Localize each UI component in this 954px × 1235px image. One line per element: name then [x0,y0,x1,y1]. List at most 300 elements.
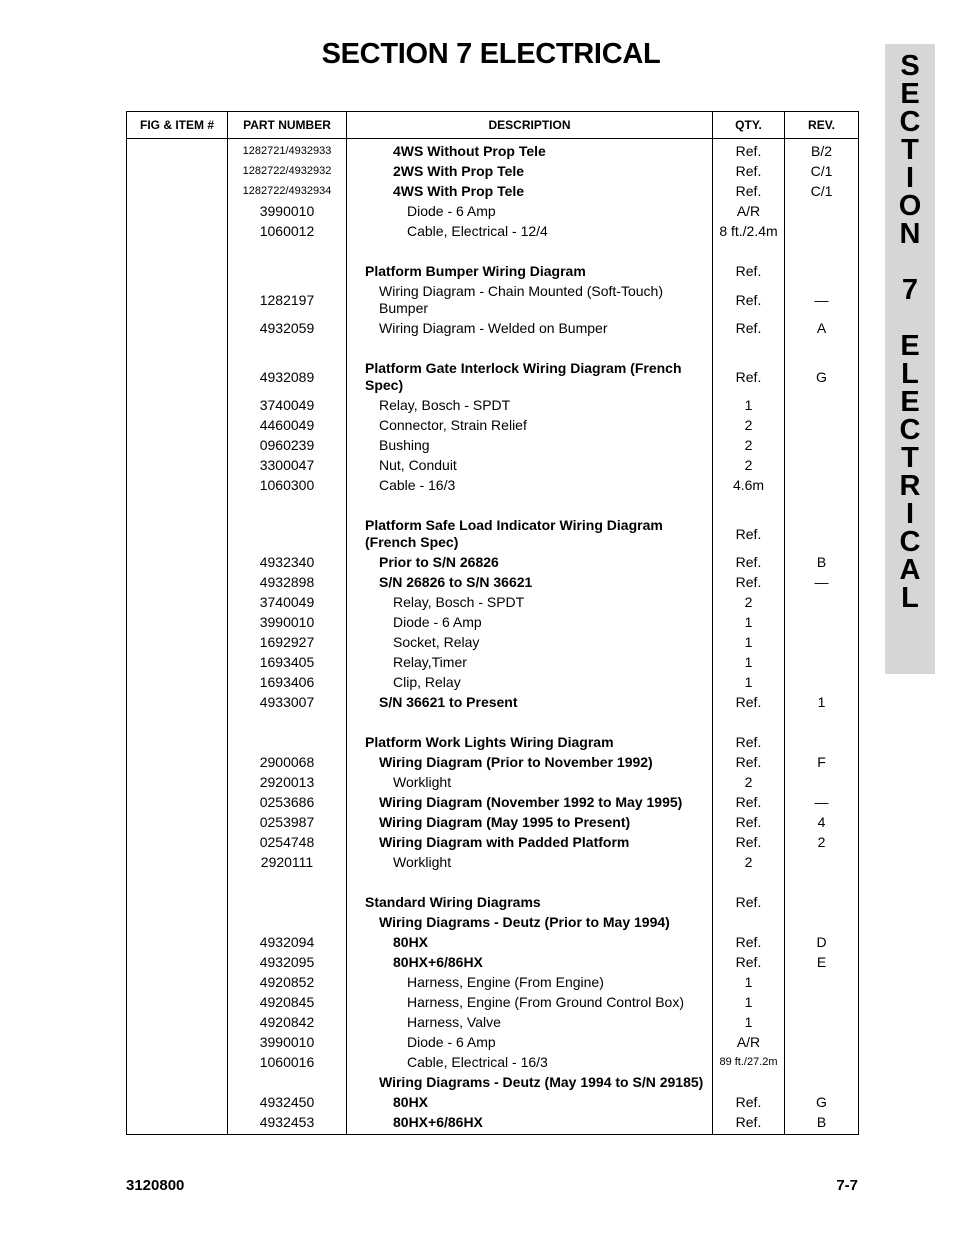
description-cell: 80HX+6/86HX [347,953,713,973]
tab-letter: R [899,470,921,502]
qty-cell: 8 ft./2.4m [713,222,785,242]
rev-cell: 2 [785,833,859,853]
table-row [127,1093,859,1113]
part-number-cell [228,262,347,282]
description-cell: Cable, Electrical - 16/3 [347,1053,713,1073]
spacer-cell [228,713,347,733]
table-row [127,359,859,396]
part-number-cell: 0253987 [228,813,347,833]
rev-cell: G [785,359,859,396]
qty-cell: Ref. [713,139,785,162]
spacer-cell [228,873,347,893]
rev-cell [785,853,859,873]
qty-cell: 2 [713,456,785,476]
part-number-cell: 1282197 [228,282,347,319]
rev-cell: — [785,793,859,813]
fig-item-cell [127,653,228,673]
column-header-part-number: PART NUMBER [228,112,347,139]
rev-cell [785,416,859,436]
fig-item-cell [127,933,228,953]
spacer-cell [228,339,347,359]
spacer-cell [127,496,228,516]
parts-table [126,111,859,1135]
part-number-cell: 4920845 [228,993,347,1013]
fig-item-cell [127,396,228,416]
description-cell: Prior to S/N 26826 [347,553,713,573]
part-number-cell: 1282722/4932934 [228,182,347,202]
fig-item-cell [127,282,228,319]
description-cell: Bushing [347,436,713,456]
part-number-cell: 4932089 [228,359,347,396]
spacer-cell [228,242,347,262]
qty-cell: 1 [713,396,785,416]
description-cell: 2WS With Prop Tele [347,162,713,182]
part-number-cell: 1693405 [228,653,347,673]
tab-letter: L [901,358,919,390]
table-row [127,693,859,713]
rev-cell [785,653,859,673]
description-cell: Harness, Engine (From Engine) [347,973,713,993]
tab-letter: O [898,190,922,222]
table-row [127,396,859,416]
fig-item-cell [127,773,228,793]
description-cell: 4WS With Prop Tele [347,182,713,202]
part-number-cell: 4933007 [228,693,347,713]
fig-item-cell [127,853,228,873]
table-row [127,773,859,793]
description-cell: Diode - 6 Amp [347,613,713,633]
part-number-cell: 4460049 [228,416,347,436]
spacer-row [127,339,859,359]
qty-cell: Ref. [713,1113,785,1135]
qty-cell: Ref. [713,262,785,282]
table-row [127,516,859,553]
description-cell: Platform Work Lights Wiring Diagram [347,733,713,753]
table-row [127,613,859,633]
table-row [127,262,859,282]
rev-cell: B [785,1113,859,1135]
fig-item-cell [127,162,228,182]
qty-cell: 2 [713,416,785,436]
part-number-cell [228,516,347,553]
rev-cell [785,202,859,222]
tab-letter: C [899,414,921,446]
rev-cell: D [785,933,859,953]
qty-cell: 2 [713,593,785,613]
qty-cell: Ref. [713,813,785,833]
qty-cell: 1 [713,633,785,653]
table-row [127,436,859,456]
fig-item-cell [127,222,228,242]
fig-item-cell [127,202,228,222]
part-number-cell: 1282721/4932933 [228,139,347,162]
rev-cell [785,593,859,613]
table-row [127,282,859,319]
description-cell: Clip, Relay [347,673,713,693]
qty-cell: 1 [713,673,785,693]
description-cell: Harness, Valve [347,1013,713,1033]
page-title: SECTION 7 ELECTRICAL [321,38,661,70]
fig-item-cell [127,573,228,593]
fig-item-cell [127,416,228,436]
rev-cell [785,516,859,553]
tab-letter: T [901,134,919,166]
spacer-cell [347,339,713,359]
fig-item-cell [127,893,228,913]
part-number-cell: 3740049 [228,593,347,613]
spacer-row [127,242,859,262]
part-number-cell: 3990010 [228,613,347,633]
tab-letter: E [900,386,920,418]
part-number-cell [228,893,347,913]
qty-cell: Ref. [713,573,785,593]
section-tab [885,44,935,674]
table-row [127,1073,859,1093]
part-number-cell: 3990010 [228,202,347,222]
rev-cell [785,613,859,633]
rev-cell [785,1013,859,1033]
qty-cell: 1 [713,973,785,993]
spacer-cell [347,713,713,733]
fig-item-cell [127,1053,228,1073]
table-row [127,416,859,436]
part-number-cell [228,733,347,753]
part-number-cell: 4932453 [228,1113,347,1135]
table-row [127,993,859,1013]
spacer-cell [127,339,228,359]
qty-cell: Ref. [713,893,785,913]
description-cell: Wiring Diagram - Welded on Bumper [347,319,713,339]
qty-cell: 2 [713,436,785,456]
tab-letter: N [899,218,921,250]
table-row [127,813,859,833]
part-number-cell: 4932095 [228,953,347,973]
part-number-cell: 4932450 [228,1093,347,1113]
fig-item-cell [127,633,228,653]
table-row [127,793,859,813]
tab-letter: E [900,78,920,110]
fig-item-cell [127,1113,228,1135]
part-number-cell: 3990010 [228,1033,347,1053]
rev-cell: 1 [785,693,859,713]
rev-cell: — [785,282,859,319]
description-cell: Socket, Relay [347,633,713,653]
rev-cell [785,773,859,793]
spacer-cell [127,713,228,733]
fig-item-cell [127,553,228,573]
description-cell: Relay, Bosch - SPDT [347,593,713,613]
qty-cell: Ref. [713,833,785,853]
description-cell: Wiring Diagram (Prior to November 1992) [347,753,713,773]
table-row [127,553,859,573]
tab-letter: T [901,442,919,474]
rev-cell: G [785,1093,859,1113]
spacer-cell [713,873,785,893]
spacer-cell [347,496,713,516]
qty-cell: A/R [713,202,785,222]
part-number-cell: 2900068 [228,753,347,773]
rev-cell: C/1 [785,182,859,202]
fig-item-cell [127,476,228,496]
column-header-qty: QTY. [713,112,785,139]
qty-cell [713,1073,785,1093]
table-row [127,162,859,182]
table-row [127,853,859,873]
rev-cell [785,396,859,416]
qty-cell: Ref. [713,282,785,319]
part-number-cell: 4932898 [228,573,347,593]
table-row [127,202,859,222]
spacer-cell [713,713,785,733]
description-cell: 80HX [347,933,713,953]
description-cell: Wiring Diagram (November 1992 to May 1995) [347,793,713,813]
description-cell: Wiring Diagram with Padded Platform [347,833,713,853]
rev-cell [785,456,859,476]
fig-item-cell [127,913,228,933]
spacer-cell [785,242,859,262]
fig-item-cell [127,613,228,633]
fig-item-cell [127,993,228,1013]
rev-cell [785,973,859,993]
rev-cell [785,673,859,693]
description-cell: Cable, Electrical - 12/4 [347,222,713,242]
spacer-cell [785,873,859,893]
rev-cell: A [785,319,859,339]
table-row [127,833,859,853]
description-cell: Cable - 16/3 [347,476,713,496]
qty-cell: Ref. [713,753,785,773]
spacer-cell [713,339,785,359]
tab-letter: A [899,554,921,586]
qty-cell: Ref. [713,319,785,339]
part-number-cell: 1692927 [228,633,347,653]
qty-cell: 2 [713,773,785,793]
spacer-cell [713,496,785,516]
tab-letter: C [899,526,921,558]
fig-item-cell [127,693,228,713]
spacer-row [127,713,859,733]
description-cell: Nut, Conduit [347,456,713,476]
tab-letter: L [901,582,919,614]
table-row [127,1033,859,1053]
page-number: 7-7 [836,1177,858,1194]
spacer-cell [713,242,785,262]
rev-cell: B [785,553,859,573]
tab-letter: E [900,330,920,362]
qty-cell: Ref. [713,933,785,953]
qty-cell: Ref. [713,693,785,713]
table-row [127,319,859,339]
description-cell: Connector, Strain Relief [347,416,713,436]
description-cell: Platform Bumper Wiring Diagram [347,262,713,282]
column-header-fig-item: FIG & ITEM # [127,112,228,139]
table-row [127,1113,859,1135]
qty-cell: Ref. [713,733,785,753]
fig-item-cell [127,436,228,456]
table-row [127,593,859,613]
qty-cell: 1 [713,1013,785,1033]
table-row [127,973,859,993]
description-cell: Platform Gate Interlock Wiring Diagram (French Spec) [347,359,713,396]
rev-cell [785,262,859,282]
part-number-cell: 0960239 [228,436,347,456]
rev-cell [785,993,859,1013]
rev-cell [785,436,859,456]
qty-cell: Ref. [713,516,785,553]
description-cell: Relay, Bosch - SPDT [347,396,713,416]
rev-cell [785,222,859,242]
part-number-cell: 4920852 [228,973,347,993]
rev-cell: F [785,753,859,773]
rev-cell [785,733,859,753]
fig-item-cell [127,673,228,693]
spacer-cell [228,496,347,516]
column-header-rev: REV. [785,112,859,139]
table-row [127,1013,859,1033]
part-number-cell: 3300047 [228,456,347,476]
description-cell: 4WS Without Prop Tele [347,139,713,162]
fig-item-cell [127,319,228,339]
rev-cell [785,633,859,653]
qty-cell: Ref. [713,182,785,202]
description-cell: Standard Wiring Diagrams [347,893,713,913]
table-header-row [127,112,859,139]
spacer-row [127,496,859,516]
qty-cell: A/R [713,1033,785,1053]
rev-cell [785,1053,859,1073]
spacer-cell [785,496,859,516]
table-row [127,753,859,773]
tab-letter: 7 [901,274,919,306]
table-row [127,456,859,476]
table-row [127,893,859,913]
spacer-cell [127,873,228,893]
table-row [127,733,859,753]
part-number-cell: 4932059 [228,319,347,339]
fig-item-cell [127,456,228,476]
qty-cell: Ref. [713,793,785,813]
fig-item-cell [127,953,228,973]
fig-item-cell [127,516,228,553]
qty-cell: Ref. [713,162,785,182]
tab-letter: C [899,106,921,138]
qty-cell: Ref. [713,1093,785,1113]
qty-cell: 1 [713,653,785,673]
description-cell: Wiring Diagrams - Deutz (May 1994 to S/N 29185) [347,1073,713,1093]
qty-cell [713,913,785,933]
table-row [127,933,859,953]
description-cell: Wiring Diagram (May 1995 to Present) [347,813,713,833]
fig-item-cell [127,139,228,162]
fig-item-cell [127,733,228,753]
part-number-cell: 1060300 [228,476,347,496]
table-row [127,1053,859,1073]
part-number-cell: 4932340 [228,553,347,573]
table-row [127,139,859,162]
qty-cell: Ref. [713,953,785,973]
description-cell: Platform Safe Load Indicator Wiring Diagram (French Spec) [347,516,713,553]
description-cell: Diode - 6 Amp [347,202,713,222]
qty-cell: Ref. [713,359,785,396]
column-header-description: DESCRIPTION [347,112,713,139]
description-cell: 80HX [347,1093,713,1113]
part-number-cell [228,1073,347,1093]
spacer-cell [347,873,713,893]
qty-cell: Ref. [713,553,785,573]
part-number-cell: 1282722/4932932 [228,162,347,182]
fig-item-cell [127,182,228,202]
rev-cell [785,476,859,496]
document-number: 3120800 [126,1177,185,1194]
description-cell: S/N 36621 to Present [347,693,713,713]
part-number-cell: 1060012 [228,222,347,242]
part-number-cell: 0254748 [228,833,347,853]
rev-cell [785,913,859,933]
part-number-cell: 2920111 [228,853,347,873]
fig-item-cell [127,833,228,853]
table-row [127,476,859,496]
rev-cell: — [785,573,859,593]
fig-item-cell [127,1033,228,1053]
qty-cell: 1 [713,613,785,633]
rev-cell [785,1033,859,1053]
spacer-row [127,873,859,893]
tab-letter: I [905,162,915,194]
description-cell: Harness, Engine (From Ground Control Box) [347,993,713,1013]
fig-item-cell [127,359,228,396]
table-row [127,182,859,202]
qty-cell: 4.6m [713,476,785,496]
fig-item-cell [127,1093,228,1113]
part-number-cell: 1693406 [228,673,347,693]
spacer-cell [347,242,713,262]
description-cell: Wiring Diagrams - Deutz (Prior to May 1994) [347,913,713,933]
rev-cell: B/2 [785,139,859,162]
fig-item-cell [127,813,228,833]
description-cell: 80HX+6/86HX [347,1113,713,1135]
fig-item-cell [127,1013,228,1033]
fig-item-cell [127,262,228,282]
part-number-cell: 4932094 [228,933,347,953]
part-number-cell: 2920013 [228,773,347,793]
rev-cell [785,1073,859,1093]
part-number-cell [228,913,347,933]
fig-item-cell [127,793,228,813]
fig-item-cell [127,973,228,993]
fig-item-cell [127,593,228,613]
rev-cell: E [785,953,859,973]
part-number-cell: 1060016 [228,1053,347,1073]
fig-item-cell [127,753,228,773]
table-row [127,953,859,973]
fig-item-cell [127,1073,228,1093]
part-number-cell: 4920842 [228,1013,347,1033]
table-row [127,673,859,693]
rev-cell [785,893,859,913]
description-cell: Worklight [347,773,713,793]
table-row [127,653,859,673]
spacer-cell [127,242,228,262]
table-row [127,222,859,242]
description-cell: Worklight [347,853,713,873]
qty-cell: 2 [713,853,785,873]
table-row [127,633,859,653]
tab-letter: S [900,50,920,82]
rev-cell: C/1 [785,162,859,182]
part-number-cell: 0253686 [228,793,347,813]
table-row [127,913,859,933]
tab-letter: I [905,498,915,530]
